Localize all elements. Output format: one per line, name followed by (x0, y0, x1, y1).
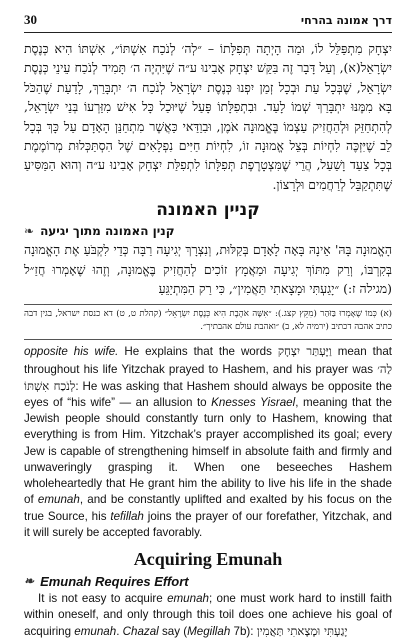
language-divider (24, 339, 392, 340)
running-title: דרך אמונה בהרחי (300, 13, 392, 27)
hebrew-paragraph-2: הָאֱמוּנָה בָּהּ' אֵינָהּ בָּאָה לָאָדָם בְּקַלּוּת, וְנִצְרָךְ יְגִיעָה רַבָּה כְּדֵי לִקְבֹּעַ אֶת הָאֱמוּנָה בְּקִרְבּוֹ, וְרַק מִתּוֹךְ יְגִיעָה וּמַאֲמָץ זוֹכִים לְהַחֲזִיק בֶּאֱמוּנָה, וְזֶהוּ שֶׁאָמְרוּ חֲזַ״ל (מגילה ז:) ״יָגַעְתִּי וּמָצָאתִי תַּאֲמִין״, כִּי רַק הַמִּתְיַגֵּעַ (24, 242, 392, 297)
eng-text: emunah (37, 493, 80, 507)
eng-text: tefillah (110, 509, 144, 523)
english-text-block-2 (24, 591, 392, 641)
leaf-ornament-icon: ❧ (24, 224, 35, 239)
eng-text: He explains that the words (118, 345, 278, 359)
leaf-ornament-icon: ❧ (24, 574, 35, 589)
eng-hebrew-quote: וַיֶּעְתַּר יִצְחָק (277, 344, 332, 359)
eng-hebrew-quote: יָגַעְתִּי וּמָצָאתִי תַּאֲמִין (256, 624, 348, 639)
english-paragraph-2 (24, 591, 392, 641)
hebrew-text-block-2 (24, 240, 392, 298)
eng-text: opposite his wife. (24, 345, 119, 359)
hebrew-paragraph-1: יִצְחָק מִתְפַּלֵּל לוֹ, וּמַה הָיְתָה תְּפִלָּתוֹ – ״לְה׳ לְנֹכַח אִשְׁתּוֹ״, אִשְׁתּוֹ הִיא כְּנֶסֶת יִשְׂרָאֵל(א), וְעַל דָּבָר זֶה בִּקֵּשׁ יִצְחָק אָבִינוּ ע״ה שֶׁיִּהְיֶה ה׳ תָּמִיד לְנֹכַח עֵינֵי כְּנֶסֶת יִשְׂרָאֵל, שֶׁבְּכָל עֵת וּבְכָל זְמַן יִפְנוּ כְּנֶסֶת יִשְׂרָאֵל לְנֹכַח ה׳ יִתְבָּרַךְ, לָדַעַת שֶׁהַכֹּל בָּא מִמֶּנּוּ יִתְבָּרַךְ שְׁמוֹ לָעַד. וּבִתְפִלָּתוֹ פָּעַל שֶׁיּוּכַל כָּל אִישׁ מִזַּרְעוֹ בְּנֵי יִשְׂרָאֵל, לְהִתְחַזֵּק וּלְהַחֲזִיק עַצְמוֹ בֶּאֱמוּנָה אֹמֶן, וּבִוַדַּאי כַּאֲשֶׁר מִתְחַנֵּן הָאָדָם עַל כָּךְ בְּכָל לֵב שֶׁיִּזְכֶּה לִחְיוֹת בְּצֵל אֱמוּנָה זוֹ, לִחְיוֹת חַיִּים נִפְלָאִים שֶׁל הִסְתַּכְּלוּת מְרוֹמֶמֶת בְּכָל צַעַד וָשַׁעַל, הֲרֵי שֶׁמִּצְטָרֶפֶת תְּפִלָּתוֹ לִתְפִלַּת יִצְחָק אָבִינוּ ע״ה וְהוּא הַמַּסִּיעַ שֶׁתִּתְקַבֵּל לְרַחֲמִים וּלְרָצוֹן. (24, 41, 392, 192)
english-text-block (24, 343, 392, 540)
page-number: 30 (24, 12, 37, 27)
eng-text: joins the prayer of our forefather, Yitzchak, and it will surely be accepted favorably. (24, 509, 392, 539)
eng-text: : He was asking that Hashem should always be opposite the eyes of “his wife” — an allusion to (24, 379, 392, 410)
eng-text: . (116, 625, 123, 639)
footnote: (א) כְּמוֹ שֶׁאָמְרוּ בַּזֹּהַר (מִקֵּץ קצג.): ״אִשָּׁה אֹהֶבֶת הִיא כְּנֶסֶת יִשְׂרָאֵל״ (קהלת ט, ט) דא כנסת ישראל, בגין דבה כתיב אהבה דכתיב (ירמיה לא, ב) ״ואהבת עולם אהבתיך״. (24, 309, 392, 332)
eng-text: Megillah (187, 625, 231, 639)
eng-text: say ( (158, 625, 188, 639)
eng-text: emunah (167, 591, 209, 605)
english-subheading-text: Emunah Requires Effort (40, 573, 189, 589)
english-paragraph-1 (24, 343, 392, 540)
hebrew-subheading (24, 224, 392, 238)
hebrew-text-block (24, 39, 392, 194)
eng-text: emunah (74, 625, 117, 639)
eng-text: 7b): (230, 625, 257, 639)
english-section-title: Acquiring Emunah (133, 548, 283, 569)
footnote-divider (24, 304, 392, 305)
eng-text: Chazal (122, 625, 159, 639)
eng-hebrew-quote: לַה׳ לְנֹכַח אִשְׁתּוֹ (24, 361, 392, 393)
eng-text: , and be constantly uplifted and exalted by his focus on the true Source, his (24, 493, 393, 523)
eng-text: , meaning that the Jewish people should constantly turn only to Hashem, knowing that everything is from Him. Yitzchak’s prayer accomplished its goal; every Jew is capable of strengthening himself in absolute faith and firmly and unwaveringly grasping it. When one beseeches Hashem wholeheartedly that He grant him the ability to live his life in the shade of (24, 396, 393, 507)
english-subheading (24, 574, 392, 589)
running-header (24, 10, 392, 33)
eng-text: ; one must work hard to instill faith within oneself, and only through this toil does one achieve his goal of acquiring (24, 591, 392, 639)
hebrew-subheading-text: קנין האמונה מתוך יגיעה (40, 224, 175, 239)
eng-text: Knesses Yisrael (211, 396, 296, 410)
eng-text: It is not easy to acquire (38, 591, 168, 605)
eng-text: mean that throughout his life Yitzchak prayed to Hashem, and his prayer was (24, 345, 392, 376)
hebrew-section-title: קניין האמונה (156, 200, 260, 221)
